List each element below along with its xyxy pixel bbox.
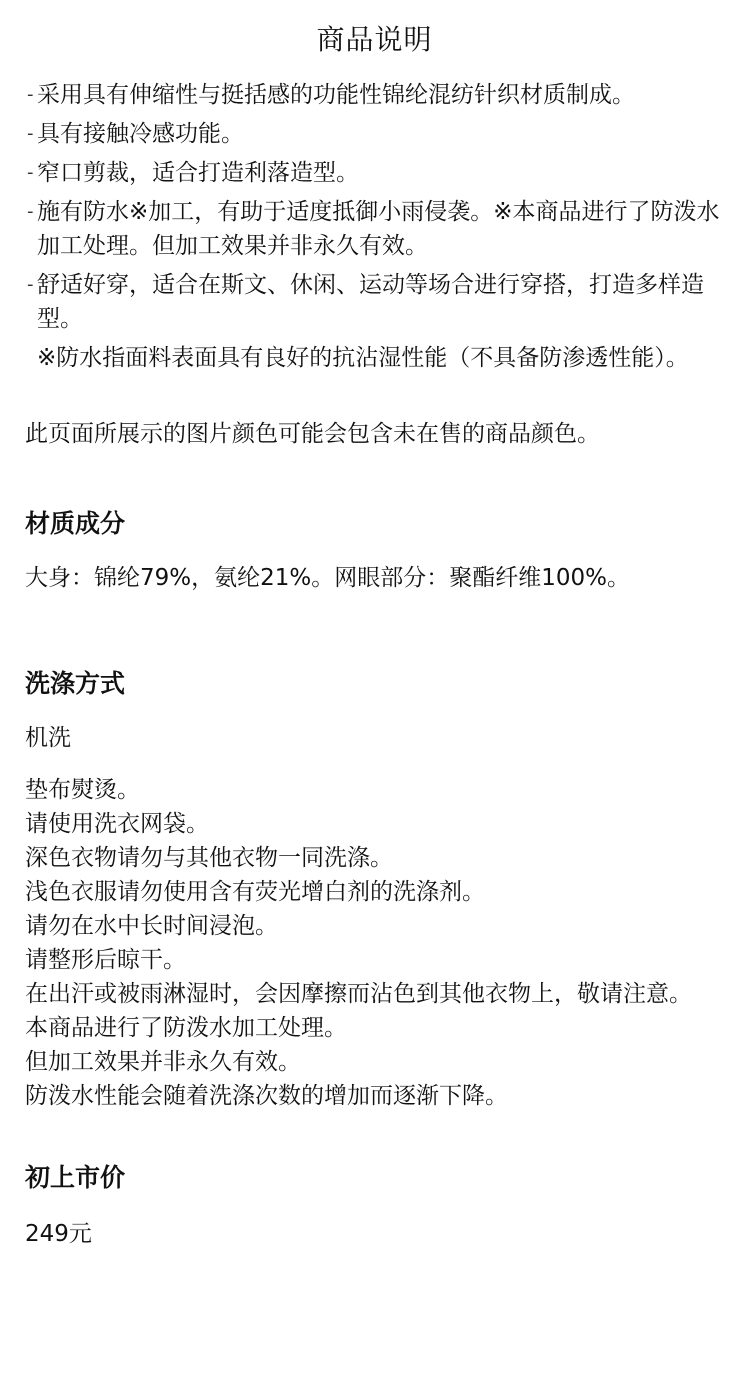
feature-item [25,268,724,336]
feature-list [25,78,724,336]
washing-instructions [25,773,724,1113]
feature-item [25,195,724,263]
washing-instruction: 垫布熨烫。 [25,777,140,803]
feature-text: 舒适好穿，适合在斯文、休闲、运动等场合进行穿搭，打造多样造型。 [37,272,704,332]
feature-text: 具有接触冷感功能。 [37,121,244,147]
material-title: 材质成分 [25,509,126,538]
washing-method: 机洗 [25,725,71,751]
color-disclaimer: 此页面所展示的图片颜色可能会包含未在售的商品颜色。 [25,421,600,447]
washing-instruction: 防泼水性能会随着洗涤次数的增加而逐渐下降。 [25,1083,508,1109]
washing-instruction: 深色衣物请勿与其他衣物一同洗涤。 [25,845,393,871]
washing-instruction: 本商品进行了防泼水加工处理。 [25,1015,347,1041]
feature-item [25,78,724,112]
washing-section [25,667,724,1113]
dash-icon: - [27,201,34,222]
washing-instruction: 但加工效果并非永久有效。 [25,1049,301,1075]
page-title: 商品说明 [316,23,433,56]
washing-title: 洗涤方式 [25,669,126,698]
dash-icon: - [27,123,34,144]
price-section [25,1161,724,1251]
washing-instruction: 在出汗或被雨淋湿时，会因摩擦而沾色到其他衣物上，敬请注意。 [25,981,692,1007]
waterproof-note: ※防水指面料表面具有良好的抗沾湿性能（不具备防渗透性能）。 [37,345,689,371]
washing-instruction: 请整形后晾干。 [25,947,186,973]
dash-icon: - [27,84,34,105]
price-value: 249元 [25,1221,92,1247]
dash-icon: - [27,274,34,295]
feature-text: 采用具有伸缩性与挺括感的功能性锦纶混纺针织材质制成。 [37,82,635,108]
feature-text: 施有防水※加工，有助于适度抵御小雨侵袭。※本商品进行了防泼水加工处理。但加工效果并非永久有效。 [37,199,720,259]
material-text: 大身：锦纶79%，氨纶21%。网眼部分：聚酯纤维100%。 [25,565,630,591]
feature-item [25,117,724,151]
price-title: 初上市价 [25,1163,126,1192]
dash-icon: - [27,162,34,183]
washing-instruction: 请勿在水中长时间浸泡。 [25,913,278,939]
feature-text: 窄口剪裁，适合打造利落造型。 [37,160,359,186]
feature-item [25,156,724,190]
material-section [25,507,724,595]
washing-instruction: 浅色衣服请勿使用含有荧光增白剂的洗涤剂。 [25,879,485,905]
washing-instruction: 请使用洗衣网袋。 [25,811,209,837]
